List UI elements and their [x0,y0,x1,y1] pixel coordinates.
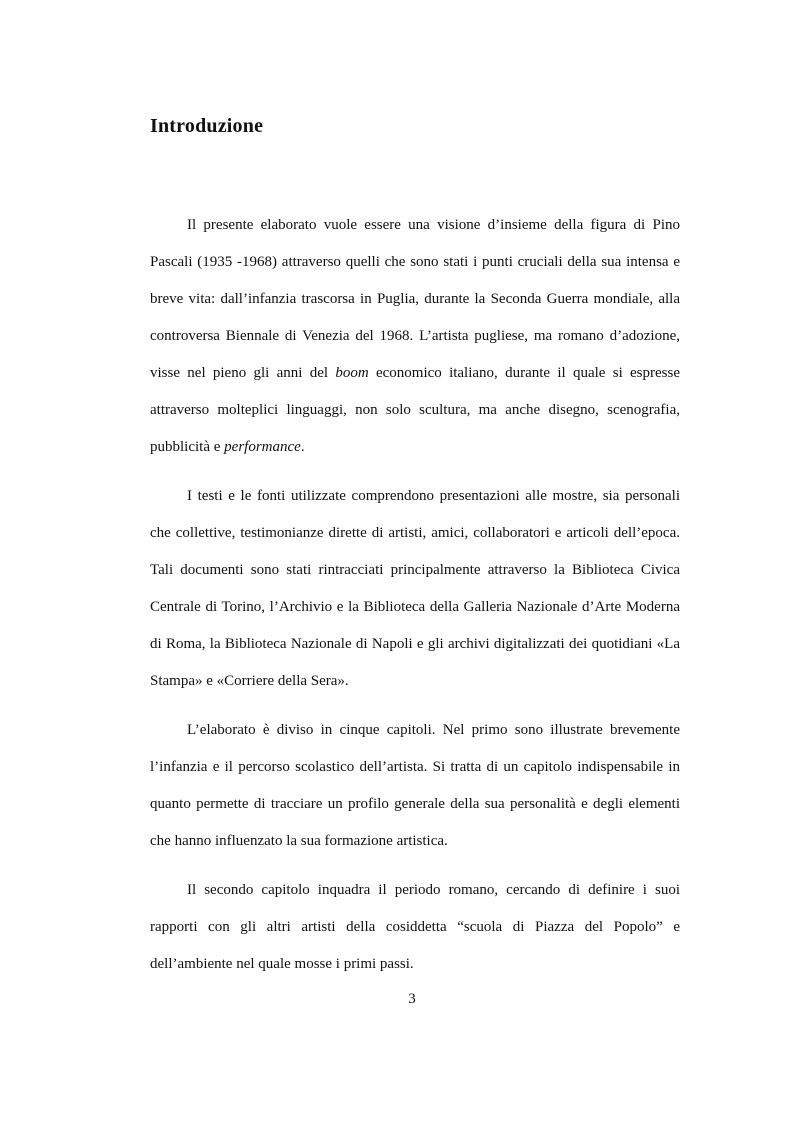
italic-term-boom: boom [335,365,369,381]
paragraph-text: Il presente elaborato vuole essere una visione d’insieme della figura di Pino Pascali (1935 -1968) attraverso quelli che sono stati i punti cruciali della sua intensa e breve vita: dall’infanzia trascorsa in Puglia, durante la Seconda Guerra mondiale, alla controversa Biennale di Venezia del 1968. L’artista pugliese, ma romano d’adozione, visse nel pieno gli anni del [150,217,680,381]
paragraph-1 [150,207,680,466]
paragraph-text: I testi e le fonti utilizzate comprendono presentazioni alle mostre, sia personali che collettive, testimonianze dirette di artisti, amici, collaboratori e articoli dell’epoca. Tali documenti sono stati rintracciati principalmente attraverso la Biblioteca Civica Centrale di Torino, l’Archivio e la Biblioteca della Galleria Nazionale d’Arte Moderna di Roma, la Biblioteca Nazionale di Napoli e gli archivi digitalizzati dei quotidiani «La Stampa» e «Corriere della Sera». [150,488,680,689]
body-text [150,207,680,995]
italic-term-performance: performance [224,439,301,455]
paragraph-4 [150,872,680,983]
paragraph-2 [150,478,680,700]
paragraph-text: Il secondo capitolo inquadra il periodo romano, cercando di definire i suoi rapporti con gli altri artisti della cosiddetta “scuola di Piazza del Popolo” e dell’ambiente nel quale mosse i primi passi. [150,882,680,972]
paragraph-text: L’elaborato è diviso in cinque capitoli. Nel primo sono illustrate brevemente l’infanzia e il percorso scolastico dell’artista. Si tratta di un capitolo indispensabile in quanto permette di tracciare un profilo generale della sua personalità e degli elementi che hanno influenzato la sua formazione artistica. [150,722,680,849]
paragraph-3 [150,712,680,860]
page-number: 3 [408,991,416,1007]
paragraph-text: . [300,439,305,455]
page-title: Introduzione [150,115,264,137]
paragraph-text: economico italiano, durante il quale si espresse attraverso molteplici linguaggi, non solo scultura, ma anche disegno, scenografia, pubblicità e [150,365,680,455]
